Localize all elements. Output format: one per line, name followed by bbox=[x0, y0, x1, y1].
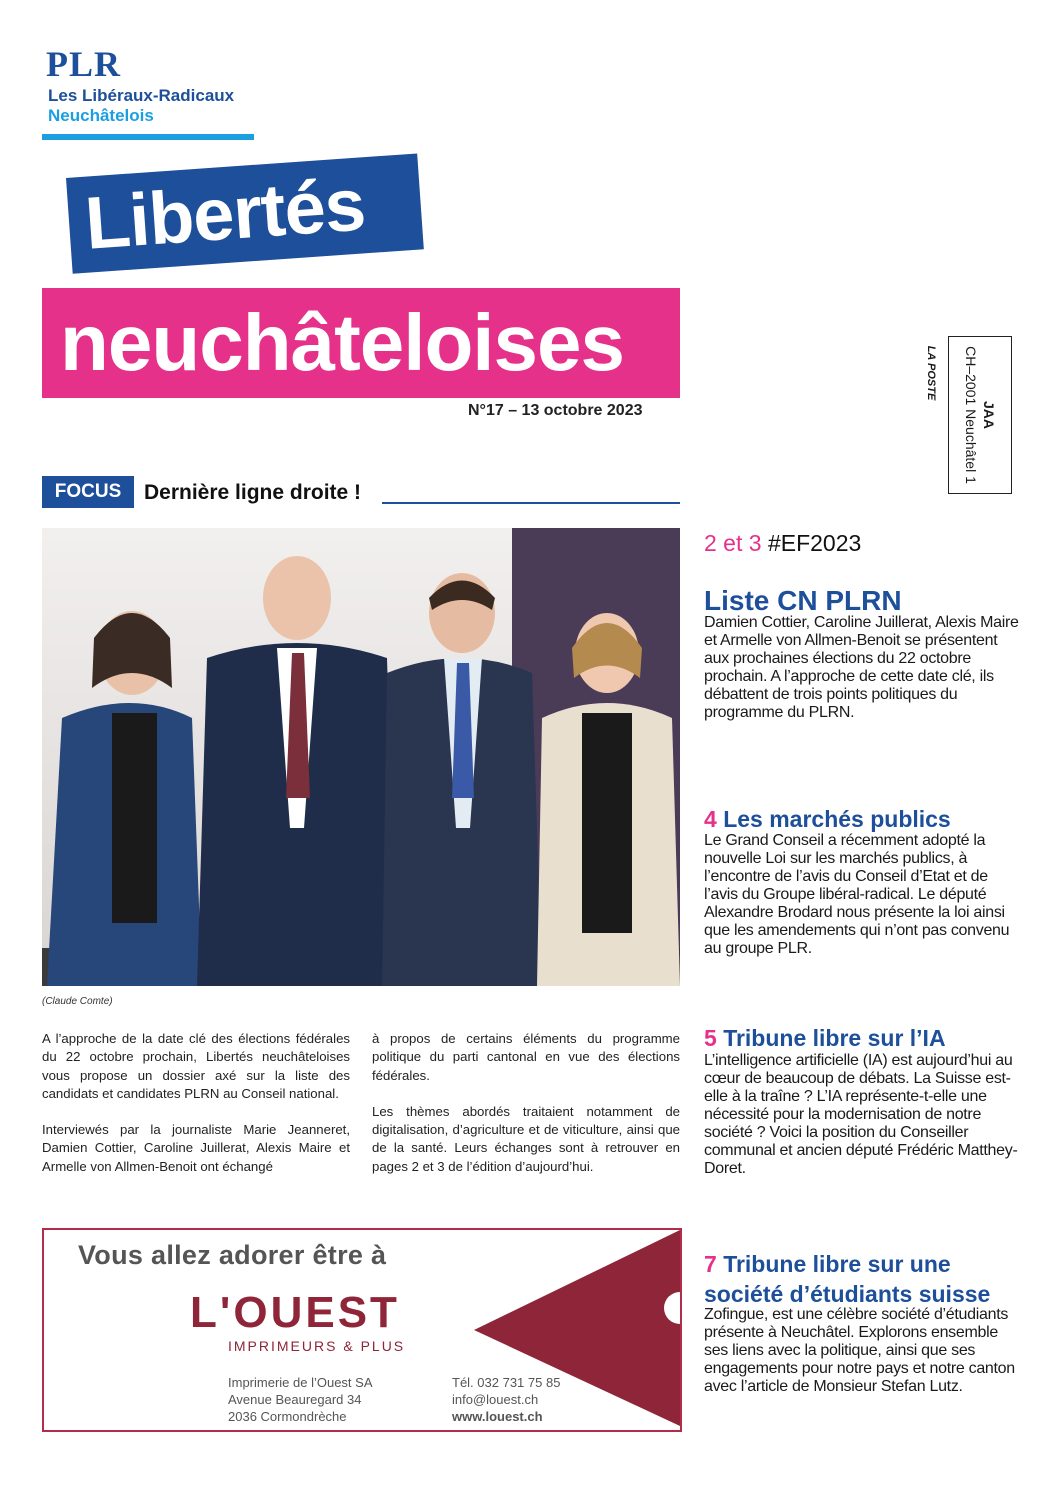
sidebar-heading bbox=[704, 1249, 1020, 1309]
sidebar-text: Le Grand Conseil a récemment adopté la nouvelle Loi sur les marchés publics, à l’encontre de l’avis du Conseil d’Etat et de l’avis du Groupe libéral-radical. Le député Alexandre Brodard nous présente la loi ainsi que les amendements qui n’ont pas convenu au groupe PLR. bbox=[704, 832, 1010, 957]
sidebar-text: Zofingue, est une célèbre société d’étudiants présente à Neuchâtel. Explorons ensemble ses liens avec la politique, ainsi que ses engagements pour notre pays et notre canton avec l’article de Monsieur Stefan Lutz. bbox=[704, 1306, 1015, 1395]
article-column-2 bbox=[372, 1030, 680, 1194]
party-region: Neuchâtelois bbox=[48, 106, 154, 125]
plr-logo: PLR bbox=[46, 44, 121, 84]
article-paragraph: Les thèmes abordés traitaient notamment de digitalisation, d’agriculture et de viticulture, ainsi que de la santé. Leurs échanges sont à retrouver en pages 2 et 3 de l’édition d’aujourd’hui. bbox=[372, 1103, 680, 1174]
sidebar-kicker bbox=[704, 530, 1020, 557]
group-photo-illustration bbox=[42, 528, 680, 986]
focus-badge: FOCUS bbox=[42, 476, 134, 508]
sidebar-heading: Liste CN PLRN bbox=[704, 585, 902, 617]
page-ref: 4 bbox=[704, 806, 717, 833]
laposte-logo-text: LA POSTE bbox=[925, 345, 937, 401]
logo-underline bbox=[42, 134, 254, 140]
ad-address-line: Avenue Beauregard 34 bbox=[228, 1392, 362, 1407]
hashtag: #EF2023 bbox=[767, 530, 862, 556]
sidebar-heading bbox=[704, 1025, 1020, 1052]
ad-brand: L'OUEST bbox=[190, 1288, 400, 1337]
photo-caption: (Claude Comte) bbox=[42, 996, 113, 1007]
focus-title: Dernière ligne droite ! bbox=[144, 481, 362, 504]
sidebar-text: L’intelligence artificielle (IA) est aujourd’hui au cœur de beaucoup de débats. La Suisse est-elle à la traîne ? L’IA représente-t-elle une nécessité pour la modernisation de notre société ? Voici la position du Conseiller communal et ancien député Frédéric Matthey-Doret. bbox=[704, 1052, 1018, 1177]
ad-address bbox=[228, 1374, 373, 1425]
ad-headline: Vous allez adorer être à bbox=[78, 1240, 387, 1270]
ad-address-line: Imprimerie de l’Ouest SA bbox=[228, 1375, 373, 1390]
postal-box bbox=[948, 336, 1012, 494]
postal-address: CH–2001 Neuchâtel 1 bbox=[963, 346, 979, 484]
sidebar-text: Damien Cottier, Caroline Juillerat, Alexis Maire et Armelle von Allmen-Benoit se présentent aux prochaines élections du 22 octobre prochain. A l’approche de cette date clé, ils débattent de trois points politiques du programme du PLRN. bbox=[704, 614, 1019, 721]
ad-contact bbox=[452, 1374, 560, 1425]
sidebar-heading-text: Tribune libre sur l’IA bbox=[723, 1025, 946, 1052]
masthead-title-line1: Libertés bbox=[82, 162, 368, 265]
sidebar-heading-text: Les marchés publics bbox=[723, 806, 951, 833]
ad-website-link[interactable]: www.louest.ch bbox=[452, 1409, 543, 1424]
sidebar-heading bbox=[704, 806, 1020, 833]
group-photo bbox=[42, 528, 680, 986]
ad-tagline: IMPRIMEURS & PLUS bbox=[228, 1338, 406, 1354]
article-column-1 bbox=[42, 1030, 350, 1194]
ad-phone: Tél. 032 731 75 85 bbox=[452, 1375, 561, 1390]
laposte-logo bbox=[916, 336, 946, 410]
ad-address-line: 2036 Cormondrèche bbox=[228, 1409, 347, 1424]
postal-code: JAA bbox=[981, 400, 997, 429]
party-name: Les Libéraux-Radicaux bbox=[48, 86, 235, 105]
masthead-title-line2: neuchâteloises bbox=[60, 298, 625, 387]
issue-number: N°17 – 13 octobre 2023 bbox=[468, 402, 643, 419]
page-ref: 2 et 3 bbox=[704, 530, 762, 556]
page-ref: 7 bbox=[704, 1251, 717, 1278]
article-paragraph: à propos de certains éléments du programme politique du parti cantonal en vue des élections fédérales. bbox=[372, 1031, 680, 1083]
focus-rule bbox=[382, 502, 680, 504]
page-ref: 5 bbox=[704, 1025, 717, 1052]
sidebar-heading-text: Tribune libre sur une société d’étudiants suisse bbox=[704, 1251, 991, 1308]
advertisement bbox=[42, 1228, 682, 1432]
ad-email[interactable]: info@louest.ch bbox=[452, 1392, 539, 1407]
article-paragraph: A l’approche de la date clé des élections fédérales du 22 octobre prochain, Libertés neuchâteloises vous propose un dossier axé sur la liste des candidats et candidates PLRN au Conseil national. bbox=[42, 1031, 350, 1101]
article-paragraph: Interviewés par la journaliste Marie Jeanneret, Damien Cottier, Caroline Juillerat, Alexis Maire et Armelle von Allmen-Benoit ont échangé bbox=[42, 1122, 350, 1174]
